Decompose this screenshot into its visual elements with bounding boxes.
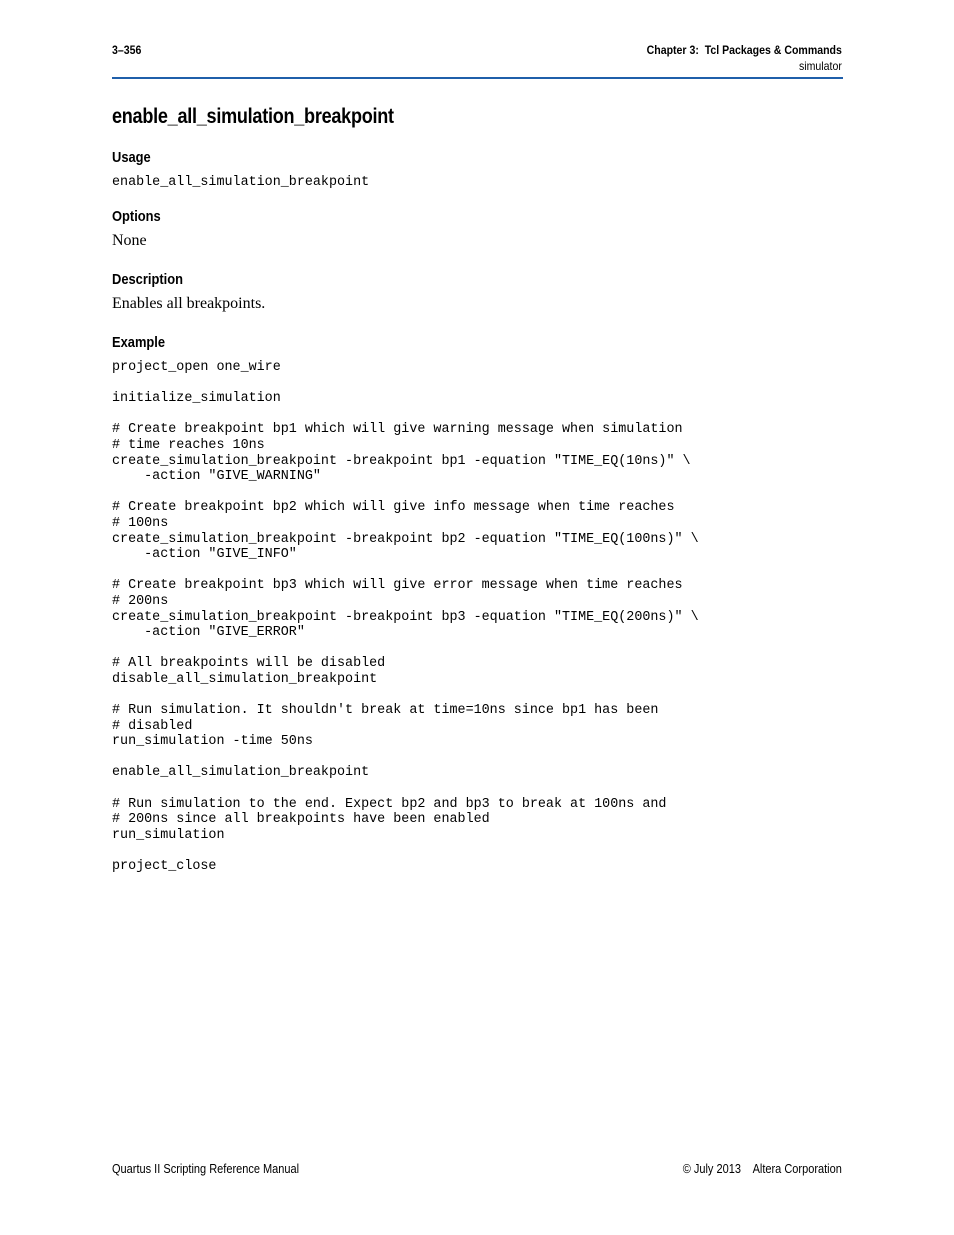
code-line: # Create breakpoint bp1 which will give warning message when simulation — [112, 422, 683, 438]
code-line — [112, 485, 699, 501]
code-line: # 200ns since all breakpoints have been enabled — [112, 812, 490, 828]
options-text: None — [112, 232, 147, 249]
description-heading: Description — [112, 271, 183, 288]
code-line: initialize_simulation — [112, 391, 281, 407]
example-code-block — [112, 360, 699, 875]
footer-manual-title: Quartus II Scripting Reference Manual — [112, 1162, 300, 1176]
header-rule — [112, 77, 843, 79]
code-line: run_simulation -time 50ns — [112, 734, 313, 750]
section-name: simulator — [799, 59, 842, 73]
code-line — [112, 376, 699, 392]
code-line: # disabled — [112, 718, 193, 734]
code-line: create_simulation_breakpoint -breakpoint bp3 -equation "TIME_EQ(200ns)" \ — [112, 609, 699, 625]
code-line — [112, 843, 699, 859]
code-line: -action "GIVE_ERROR" — [112, 625, 305, 641]
code-line: create_simulation_breakpoint -breakpoint bp1 -equation "TIME_EQ(10ns)" \ — [112, 453, 691, 469]
code-line — [112, 563, 699, 579]
code-line — [112, 781, 699, 797]
code-line: project_open one_wire — [112, 360, 281, 375]
code-line: # 100ns — [112, 515, 169, 531]
footer-copyright: © July 2013 Altera Corporation — [682, 1162, 842, 1176]
code-line: create_simulation_breakpoint -breakpoint bp2 -equation "TIME_EQ(100ns)" \ — [112, 531, 699, 547]
code-line: # time reaches 10ns — [112, 437, 265, 453]
code-line — [112, 641, 699, 657]
description-text: Enables all breakpoints. — [112, 295, 266, 312]
running-header — [620, 43, 842, 74]
code-line: disable_all_simulation_breakpoint — [112, 671, 378, 687]
page-number: 3–356 — [112, 43, 142, 57]
code-line: # Run simulation to the end. Expect bp2 and bp3 to break at 100ns and — [112, 796, 667, 812]
options-heading: Options — [112, 208, 161, 225]
code-line: run_simulation — [112, 827, 225, 843]
code-line — [112, 750, 699, 766]
code-line — [112, 407, 699, 423]
code-line: # Create breakpoint bp2 which will give info message when time reaches — [112, 500, 675, 516]
code-line: project_close — [112, 859, 217, 874]
code-line: # Run simulation. It shouldn't break at time=10ns since bp1 has been — [112, 703, 659, 719]
code-line: -action "GIVE_INFO" — [112, 547, 297, 563]
code-line: -action "GIVE_WARNING" — [112, 469, 321, 485]
code-line: # Create breakpoint bp3 which will give error message when time reaches — [112, 578, 683, 594]
usage-heading: Usage — [112, 149, 151, 166]
code-line: # All breakpoints will be disabled — [112, 656, 386, 672]
code-line: # 200ns — [112, 593, 169, 609]
usage-code: enable_all_simulation_breakpoint — [112, 175, 370, 190]
code-line: enable_all_simulation_breakpoint — [112, 765, 370, 781]
chapter-title: Chapter 3: Tcl Packages & Commands — [646, 43, 842, 57]
code-line — [112, 687, 699, 703]
example-heading: Example — [112, 334, 166, 351]
page-title: enable_all_simulation_breakpoint — [112, 105, 394, 128]
